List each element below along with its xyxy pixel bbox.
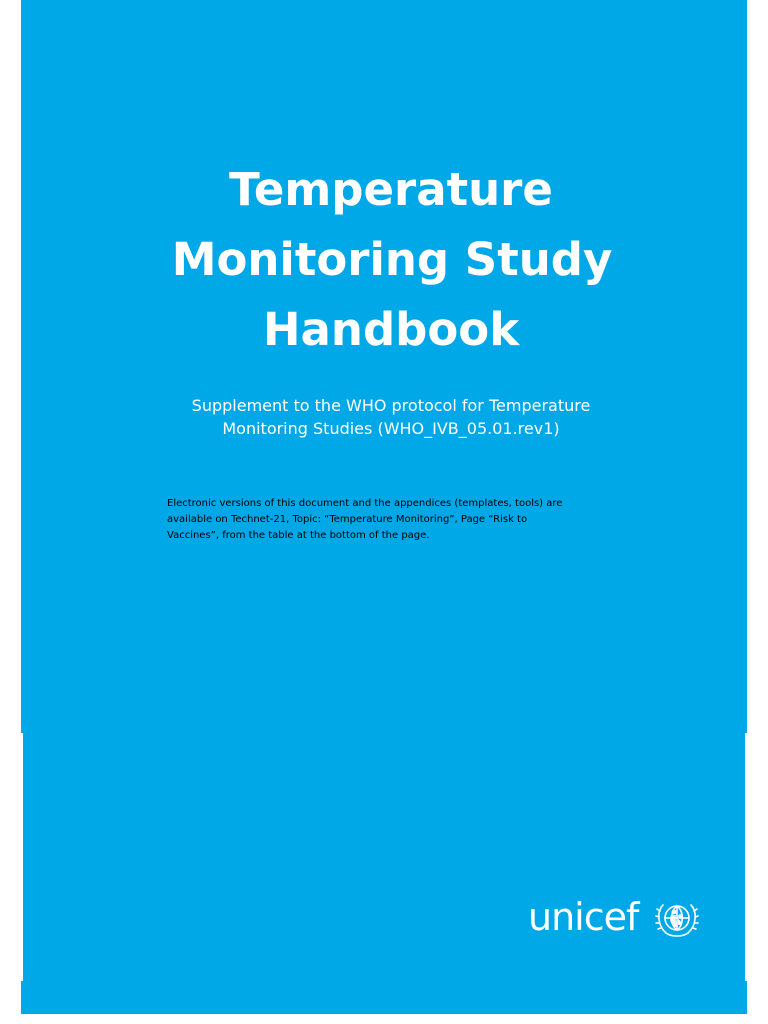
cover-seam-left bbox=[21, 733, 23, 981]
unicef-emblem-icon bbox=[654, 899, 700, 939]
subtitle-line-2: Monitoring Studies (WHO_IVB_05.01.rev1) bbox=[222, 419, 560, 438]
unicef-wordmark: unicef bbox=[528, 895, 639, 939]
cover-seam-right bbox=[745, 733, 747, 981]
unicef-logo bbox=[528, 893, 704, 943]
note-line-2: available on Technet-21, Topic: “Temperature Monitoring”, Page “Risk to bbox=[167, 514, 528, 525]
title-line-1: Temperature bbox=[229, 163, 553, 216]
note-line-1: Electronic versions of this document and the appendices (templates, tools) are bbox=[167, 498, 563, 509]
subtitle-line-1: Supplement to the WHO protocol for Temperature bbox=[191, 396, 591, 415]
availability-note bbox=[167, 496, 607, 544]
document-title bbox=[0, 155, 768, 365]
document-subtitle bbox=[0, 394, 768, 440]
title-line-3: Handbook bbox=[262, 303, 520, 356]
title-line-2: Monitoring Study bbox=[171, 233, 613, 286]
note-line-3: Vaccines”, from the table at the bottom of the page. bbox=[167, 530, 430, 541]
